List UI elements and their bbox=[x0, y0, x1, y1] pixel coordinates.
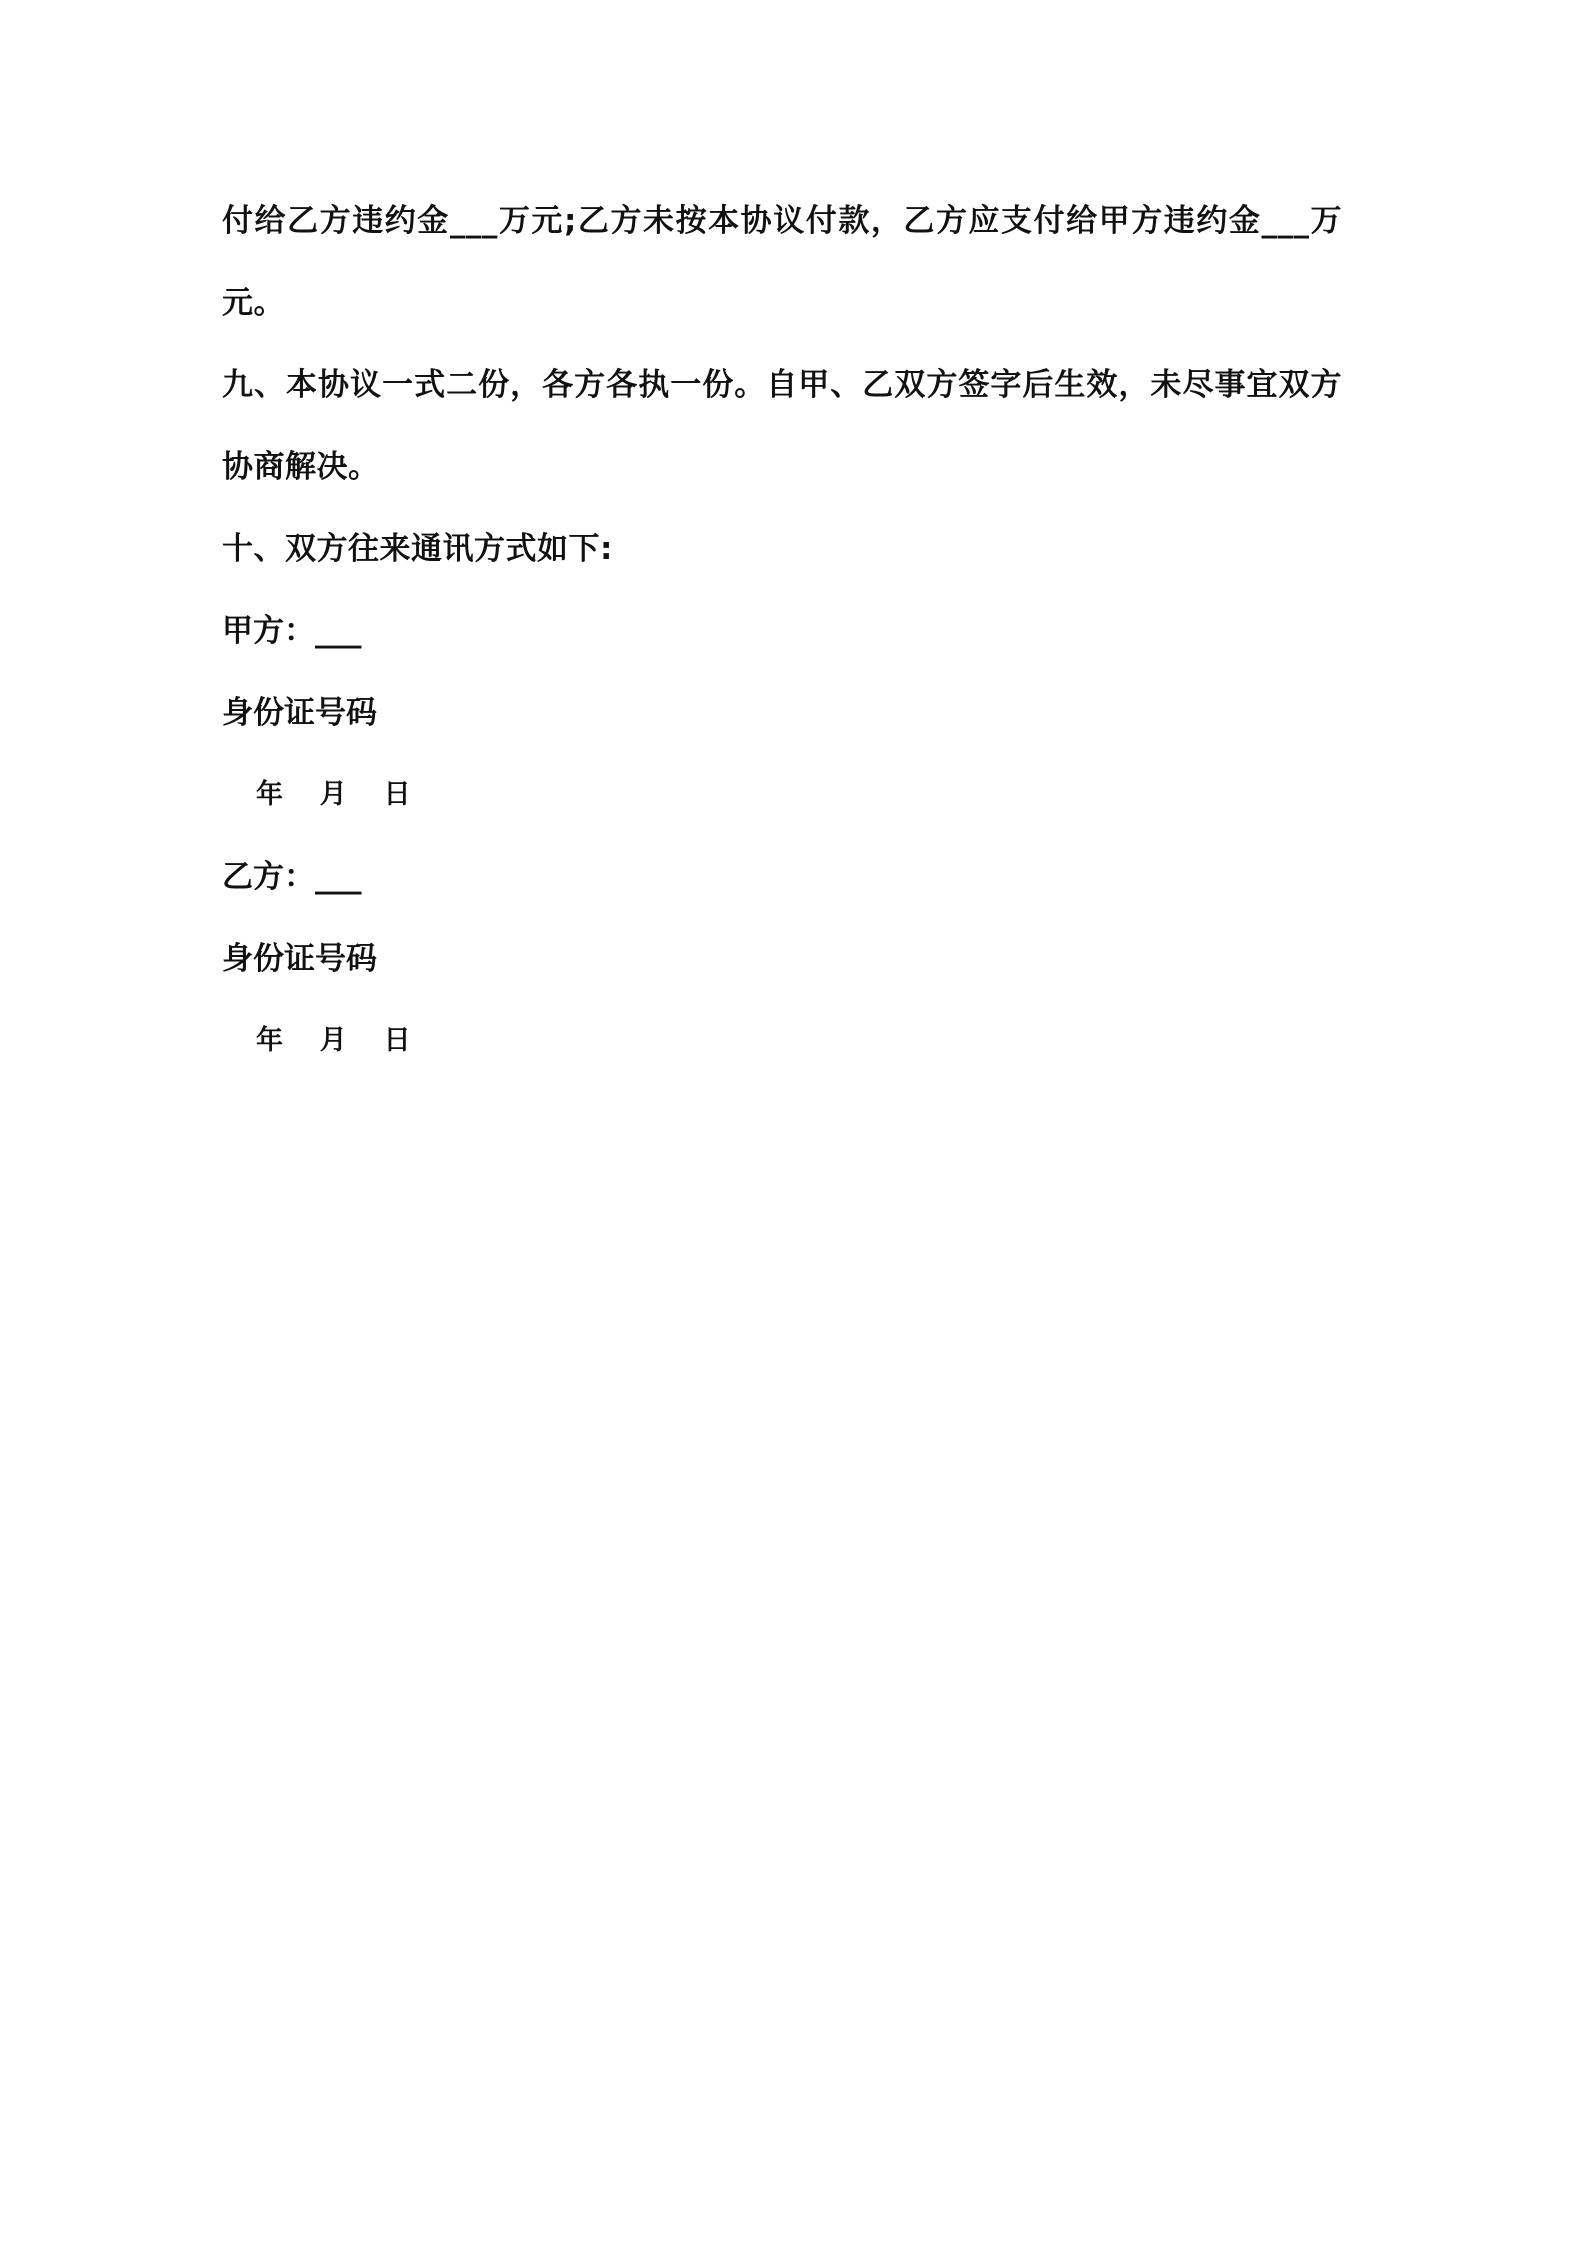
clause-8-continuation: 付给乙方违约金___万元;乙方未按本协议付款，乙方应支付给甲方违约金___万元。 bbox=[222, 203, 1342, 321]
clause-10: 十、双方往来通讯方式如下: bbox=[222, 531, 613, 567]
party-b-date-line: 年 月 日 bbox=[256, 1025, 417, 1056]
party-a-date-line: 年 月 日 bbox=[256, 779, 417, 810]
party-b-name-field: 乙方：___ bbox=[222, 859, 362, 895]
party-a-id-label: 身份证号码 bbox=[222, 695, 377, 731]
document-body bbox=[222, 180, 1342, 1082]
clause-9: 九、本协议一式二份，各方各执一份。自甲、乙双方签字后生效，未尽事宜双方协商解决。 bbox=[222, 367, 1342, 485]
party-a-name-field: 甲方：___ bbox=[222, 613, 362, 649]
party-b-id-label: 身份证号码 bbox=[222, 941, 377, 977]
